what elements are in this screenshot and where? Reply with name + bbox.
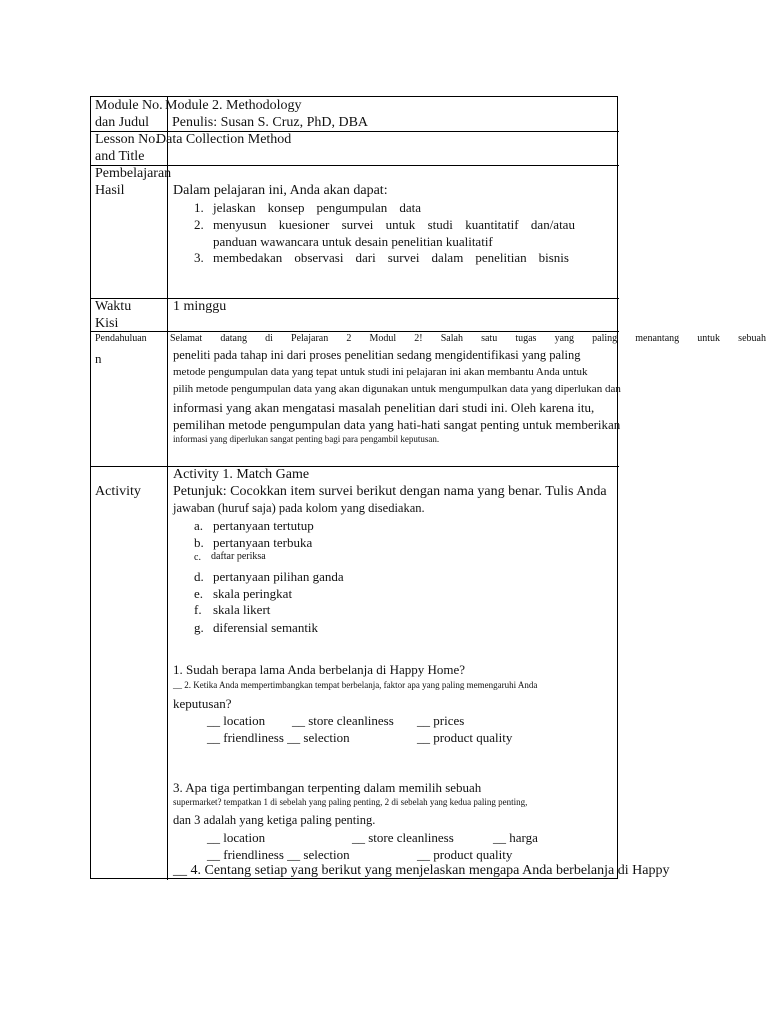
word: 2! [414,333,423,344]
word: dan/atau [530,217,575,232]
word: Modul [369,333,397,344]
word: survei [387,250,420,265]
word: pengumpulan [316,200,388,215]
activity-instruction: Petunjuk: Cocokkan item survei berikut dengan nama yang benar. Tulis Anda [173,484,607,499]
lesson-label: Lesson No. [95,132,159,147]
option-letter: b. [194,535,204,550]
word: 2 [346,333,352,344]
q2-option: __ product quality [417,730,513,745]
outcome-number: 1. [194,200,204,215]
q2-option: __ store cleanliness [292,713,394,728]
activity-instruction-2: jawaban (huruf saja) pada kolom yang disediakan. [173,501,425,515]
option-letter: a. [194,518,204,533]
outcome-number: 3. [194,250,204,265]
intro-line-7: informasi yang diperlukan sangat penting bagi para pengambil keputusan. [173,434,440,444]
time-value: 1 minggu [173,299,227,314]
intro-label: Pendahuluan [95,333,147,344]
word: sebuah [738,333,766,344]
outcomes-label-2: Hasil [95,183,125,198]
q3-option: __ harga [493,830,538,845]
word: untuk [697,333,721,344]
outcome-item-2 [213,218,575,231]
word: bisnis [538,250,569,265]
activity-label: Activity [95,484,141,499]
option-text: pertanyaan tertutup [213,518,314,533]
word: observasi [294,250,344,265]
word: satu [481,333,498,344]
time-label-2: Kisi [95,316,119,331]
time-label: Waktu [95,299,132,314]
option-letter: c. [194,552,201,563]
word: Selamat [170,333,203,344]
q3-option: __ location [207,830,266,845]
word: studi [427,217,453,232]
outcomes-intro: Dalam pelajaran ini, Anda akan dapat: [173,183,388,198]
word: dalam [431,250,464,265]
word: datang [220,333,247,344]
question-2: __ 2. Ketika Anda mempertimbangkan tempat berbelanja, faktor apa yang paling memengaruhi Anda [173,680,538,690]
outcome-item-3 [213,251,569,264]
word: untuk [385,217,416,232]
question-3-cont-2: dan 3 adalah yang ketiga paling penting. [173,813,376,827]
word: Pelajaran [291,333,329,344]
word: kuantitatif [465,217,519,232]
word: di [265,333,273,344]
word: paling [592,333,618,344]
option-text: diferensial semantik [213,620,319,635]
word: konsep [267,200,305,215]
module-title: Module 2. Methodology [165,98,302,113]
q3-option: __ store cleanliness [352,830,454,845]
q3-option: __ product quality [417,847,513,862]
lesson-title: Data Collection Method [156,132,292,147]
q2-option: __ location [207,713,266,728]
outcomes-label: Pembelajaran [95,166,172,181]
word: yang [554,333,575,344]
column-divider [167,97,168,880]
module-author: Penulis: Susan S. Cruz, PhD, DBA [172,115,369,130]
activity-title: Activity 1. Match Game [173,467,310,482]
module-label-2: dan Judul [95,115,150,130]
word: membedakan [213,250,283,265]
question-2-cont: keputusan? [173,696,232,711]
intro-line-5: informasi yang akan mengatasi masalah penelitian dari studi ini. Oleh karena itu, [173,400,595,415]
question-3: 3. Apa tiga pertimbangan terpenting dalam memilih sebuah [173,780,482,795]
option-text: pertanyaan terbuka [213,535,313,550]
word: jelaskan [213,200,256,215]
option-text: skala likert [213,602,271,617]
q3-option: __ friendliness __ selection [207,847,350,862]
option-text: daftar periksa [211,551,266,562]
intro-line-4: pilih metode pengumpulan data yang akan digunakan untuk mengumpulkan data yang diperlukan dan [173,383,621,395]
word: kuesioner [278,217,330,232]
option-letter: g. [194,620,204,635]
word: menantang [635,333,680,344]
module-label: Module No. [95,98,163,113]
intro-line-3: metode pengumpulan data yang tepat untuk studi ini pelajaran ini akan membantu Anda untuk [173,366,588,378]
word: dari [355,250,376,265]
row-divider [91,331,619,332]
q2-option: __ friendliness __ selection [207,730,350,745]
intro-line-2: peneliti pada tahap ini dari proses penelitian sedang mengidentifikasi yang paling [173,348,581,362]
option-text: skala peringkat [213,586,293,601]
word: Salah [440,333,463,344]
word: data [399,200,421,215]
option-letter: f. [194,602,202,617]
question-4: __ 4. Centang setiap yang berikut yang menjelaskan mengapa Anda berbelanja di Happy [173,863,670,878]
question-1: 1. Sudah berapa lama Anda berbelanja di Happy Home? [173,662,466,677]
intro-line-6: pemilihan metode pengumpulan data yang hati-hati sangat penting untuk memberikan [173,417,621,432]
word: tugas [515,333,537,344]
word: menyusun [213,217,267,232]
question-3-cont: supermarket? tempatkan 1 di sebelah yang paling penting, 2 di sebelah yang kedua paling penting, [173,797,528,807]
q2-option: __ prices [417,713,465,728]
option-letter: d. [194,569,204,584]
word: penelitian [475,250,527,265]
option-text: pertanyaan pilihan ganda [213,569,344,584]
word: survei [341,217,374,232]
intro-line-1 [170,334,766,344]
outcome-item-2-cont: panduan wawancara untuk desain penelitian kualitatif [213,234,493,249]
lesson-label-2: and Title [95,149,145,164]
row-divider [91,466,619,467]
option-letter: e. [194,586,204,601]
outcome-number: 2. [194,217,204,232]
intro-label-2: n [95,351,102,366]
row-divider [91,298,619,299]
outcome-item-1 [213,201,421,214]
